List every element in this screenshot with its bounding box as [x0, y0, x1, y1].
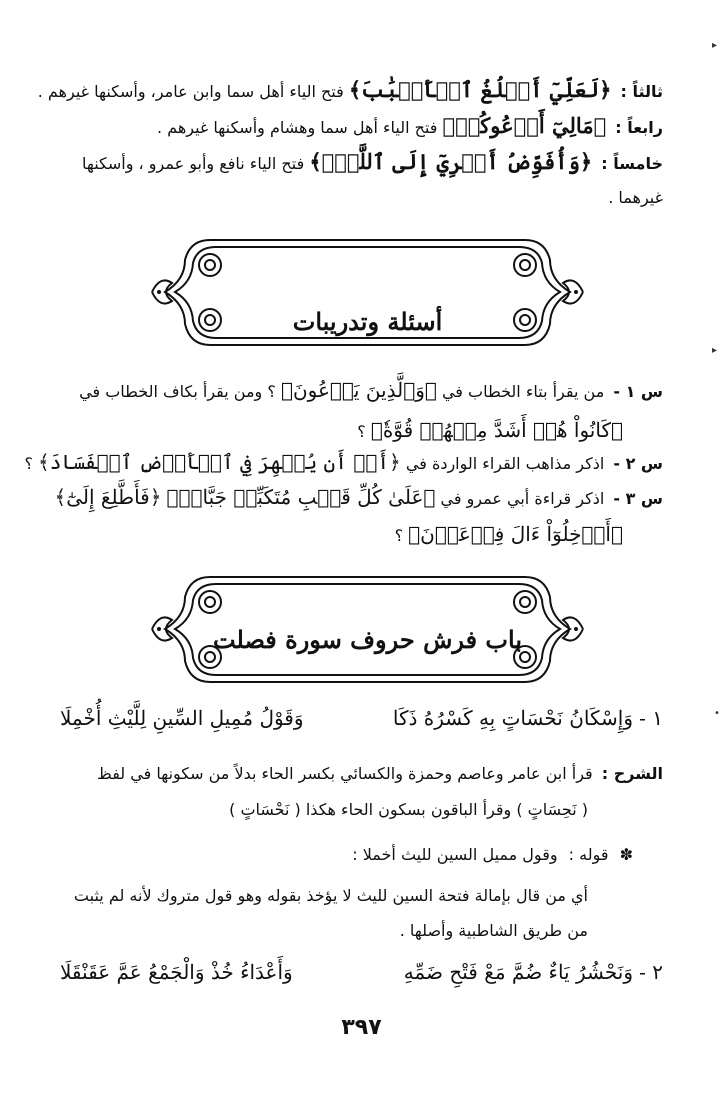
- question-label: س ١ -: [613, 382, 663, 401]
- question-text: اذكر قراءة أبي عمرو في: [440, 489, 605, 508]
- explanation-text: قرأ ابن عامر وعاصم وحمزة والكسائي بكسر الحاء بدلاً من سكونها في لفظ: [97, 764, 593, 783]
- line-text: فتح الياء نافع وأبو عمرو ، وأسكنها: [81, 154, 305, 173]
- item-label: ثالثاً :: [620, 82, 663, 101]
- quote-text: وقول مميل السين لليث أخملا :: [352, 845, 558, 864]
- question-text: ؟ ومن يقرأ بكاف الخطاب في: [79, 382, 276, 401]
- explanation-line-3: [60, 884, 588, 908]
- explanation-text: أي من قال بإمالة فتحة السين لليث لا يؤخذ بقوله وهو قول متروك لأنه لم يثبت: [73, 886, 588, 905]
- quran-phrase: ﴿مَالِيٓ أَدۡعُوكُمۡ﴾: [442, 113, 607, 138]
- question-label: س ٣ -: [613, 489, 663, 508]
- question-text: من يقرأ بتاء الخطاب في: [441, 382, 605, 401]
- quran-phrase: ﴿فَأَطَّلِعَ إِلَىٰٓ﴾: [54, 485, 162, 509]
- poem-verse-1: [60, 706, 663, 740]
- quote-line: [60, 843, 633, 867]
- question-3-cont: [60, 522, 623, 548]
- question-1-cont: [60, 418, 623, 444]
- question-text: اذكر مذاهب القراء الواردة في: [405, 454, 605, 473]
- explanation-line-2: [60, 798, 588, 822]
- explanation-label: الشرح :: [601, 764, 663, 783]
- quran-phrase: ﴿لَعَلِّيٓ أَبۡلُغُ ٱلۡأَسۡبَٰبَ﴾: [348, 77, 612, 102]
- question-label: س ٢ -: [613, 454, 663, 473]
- line-text: فتح الياء أهل سما وهشام وأسكنها غيرهم .: [157, 118, 438, 137]
- asterisk-icon: ✽: [619, 845, 633, 864]
- quote-label: قوله :: [568, 845, 609, 864]
- quran-phrase: ﴿عَلَىٰ كُلِّ قَلۡبِ مُتَكَبِّرٖ جَبَّارٖ﴾: [166, 485, 436, 509]
- reading-line-3: [37, 77, 663, 104]
- section-title-frame: [150, 562, 585, 697]
- verse-number: ٢ -: [639, 960, 663, 984]
- quran-phrase: ﴿كَانُواْ هُمۡ أَشَدَّ مِنۡهُمۡ قُوَّةٗ﴾: [370, 418, 623, 442]
- quran-phrase: ﴿وَٱلَّذِينَ يَدۡعُونَ﴾: [280, 378, 437, 402]
- reading-line-5-cont: [60, 186, 663, 210]
- margin-mark: ▸: [712, 40, 718, 51]
- item-label: رابعاً :: [615, 118, 663, 137]
- reading-line-4: [60, 114, 663, 140]
- verse-hemistich-left: وَقَوْلُ مُمِيلِ السِّينِ لِلَّيْثِ أُخْمِلَا: [60, 706, 304, 730]
- question-text: ؟: [357, 422, 366, 441]
- section-title: باب فرش حروف سورة فصلت: [212, 625, 523, 654]
- question-1: [60, 378, 663, 404]
- verse-hemistich-right: وَنَحْشُرُ يَاءٌ ضُمَّ مَعْ فَتْحِ ضَمِّهِ: [403, 960, 633, 984]
- page-number: ٣٩٧: [341, 1015, 382, 1040]
- question-text: ؟: [24, 454, 33, 473]
- quran-phrase: ﴿وَأُفَوِّضُ أَمۡرِيٓ إِلَى ٱللَّهِۚ﴾: [309, 149, 593, 174]
- verse-number: ١ -: [639, 706, 663, 730]
- verse-hemistich-right: وَإِسْكَانُ نَحْسَاتٍ بِهِ كَسْرُهُ ذَكَا: [392, 706, 633, 730]
- line-text: فتح الياء أهل سما وابن عامر، وأسكنها غيرهم .: [37, 82, 344, 101]
- margin-mark: •: [714, 708, 720, 719]
- question-2: [24, 450, 663, 476]
- poem-verse-2: [60, 960, 663, 994]
- question-text: ؟: [394, 526, 404, 545]
- reading-line-5: [60, 150, 663, 176]
- item-label: خامساً :: [601, 154, 663, 173]
- section-title: أسئلة وتدريبات: [292, 307, 443, 336]
- explanation-line-1: [60, 762, 663, 786]
- explanation-text: ( نَحِسَاتٍ ) وقرأ الباقون بسكون الحاء هكذا ( نَحْسَاتٍ ): [229, 800, 588, 819]
- line-text: غيرهما .: [608, 188, 663, 207]
- quran-phrase: ﴿أَوۡ أَن يُظۡهِرَ فِي ٱلۡأَرۡضِ ٱلۡفَسَادَ﴾: [38, 450, 401, 474]
- margin-mark: ▸: [712, 345, 718, 356]
- quran-phrase: ﴿أَدۡخِلُوٓاْ ءَالَ فِرۡعَوۡنَ﴾: [408, 522, 623, 546]
- section-title-frame: [150, 225, 585, 360]
- explanation-line-4: [60, 919, 588, 943]
- verse-hemistich-left: وَأَعْدَاءُ خُذْ وَالْجَمْعُ عَمَّ عَقَنْقَلَا: [60, 960, 293, 984]
- explanation-text: من طريق الشاطبية وأصلها .: [399, 921, 588, 940]
- question-3: [54, 485, 663, 511]
